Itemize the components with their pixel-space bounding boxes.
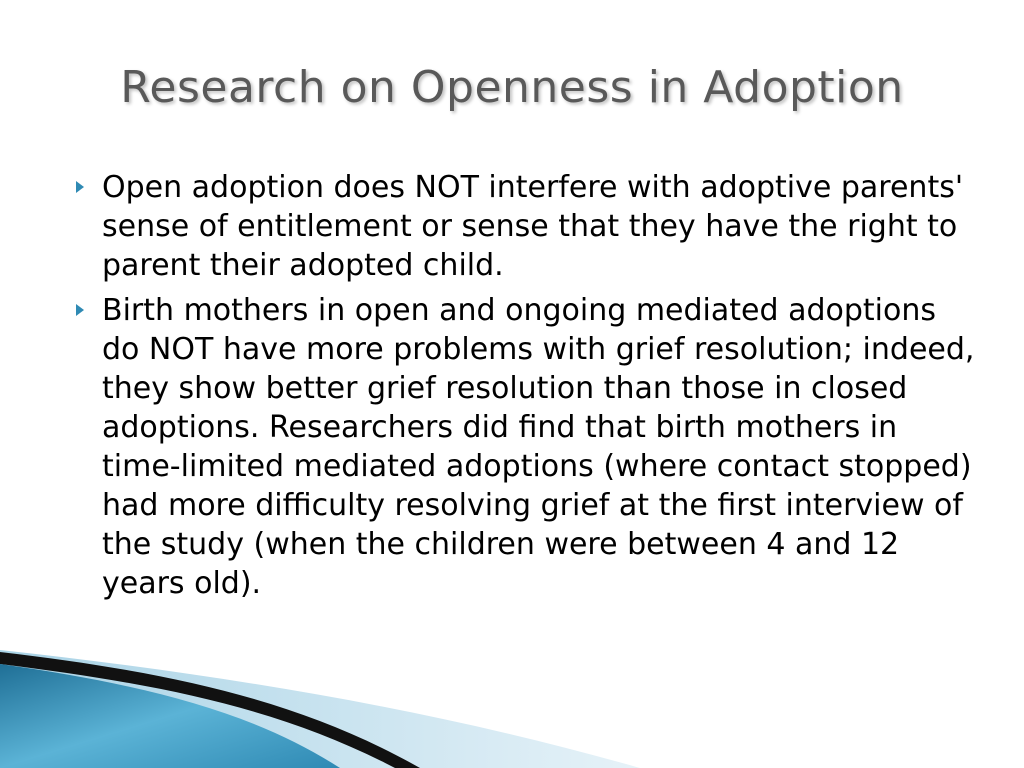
bullet-triangle-icon xyxy=(76,304,84,316)
swoosh-dark-line xyxy=(0,652,420,768)
bullet-list xyxy=(102,168,982,609)
bullet-text: Birth mothers in open and ongoing mediated adoptions do NOT have more problems with grief resolution; indeed, they show better grief resolution than those in closed adoptions. Researchers did find that birth mothers in time-limited mediated adoptions (where contact stopped) had more difficulty resolving grief at the first interview of the study (when the children were between 4 and 12 years old). xyxy=(102,293,975,601)
slide-title: Research on Openness in Adoption xyxy=(120,62,904,113)
bullet-text: Open adoption does NOT interfere with adoptive parents' sense of entitlement or sense that they have the right to parent their adopted child. xyxy=(102,170,964,283)
bullet-triangle-icon xyxy=(76,181,84,193)
swoosh-light-band xyxy=(0,650,640,768)
swoosh-teal-band xyxy=(0,664,340,768)
bullet-item xyxy=(102,168,982,285)
bullet-item xyxy=(102,291,982,603)
